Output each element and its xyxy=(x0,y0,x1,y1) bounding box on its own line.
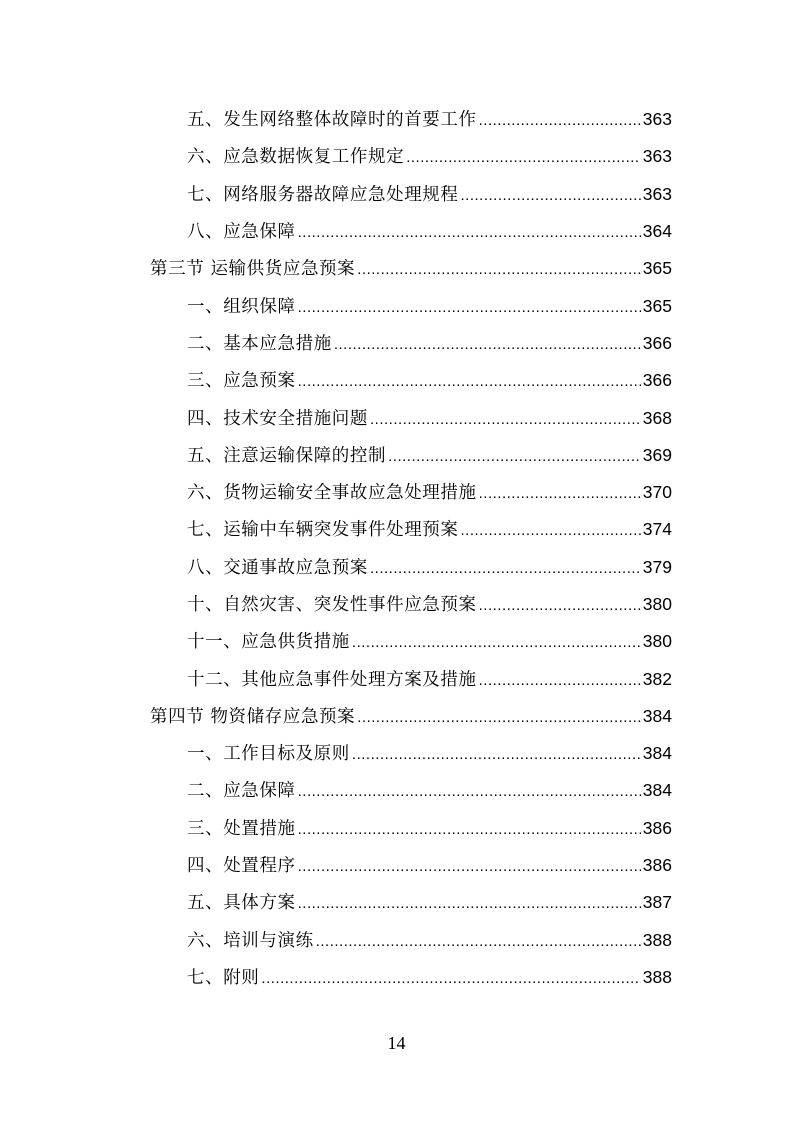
toc-entry[interactable] xyxy=(0,286,793,323)
toc-entry[interactable] xyxy=(0,846,793,883)
toc-entry[interactable] xyxy=(0,622,793,659)
toc-page-number: 369 xyxy=(642,444,672,465)
toc-entry-title: 二、应急保障 xyxy=(187,781,296,802)
toc-entry-title: 一、工作目标及原则 xyxy=(187,744,350,765)
toc-page-number: 363 xyxy=(642,183,672,204)
toc-entry-title: 十、自然灾害、突发性事件应急预案 xyxy=(187,595,477,615)
toc-section-entry[interactable] xyxy=(0,697,793,734)
toc-page-number: 370 xyxy=(642,482,672,503)
toc-entry[interactable] xyxy=(0,436,793,473)
toc-page-number: 384 xyxy=(642,780,672,801)
toc-entry[interactable] xyxy=(0,771,793,808)
toc-entry-title: 六、培训与演练 xyxy=(187,930,314,951)
toc-dot-leader xyxy=(357,709,641,726)
toc-page-number: 384 xyxy=(642,743,672,764)
toc-dot-leader xyxy=(261,970,640,987)
toc-entry-title: 七、附则 xyxy=(187,967,260,988)
toc-page-number: 363 xyxy=(642,109,672,130)
toc-dot-leader xyxy=(298,895,641,912)
toc-entry[interactable] xyxy=(0,324,793,361)
toc-dot-leader xyxy=(479,485,641,502)
toc-dot-leader xyxy=(461,522,641,539)
toc-dot-leader xyxy=(388,448,641,465)
toc-page-number: 365 xyxy=(642,258,672,279)
toc-entry[interactable] xyxy=(0,659,793,696)
toc-page-number: 368 xyxy=(642,407,672,428)
toc-entry-title: 第三节 运输供货应急预案 xyxy=(150,259,356,280)
toc-page-number: 366 xyxy=(642,370,672,391)
toc-page-number: 388 xyxy=(642,929,672,950)
toc-dot-leader xyxy=(298,299,641,316)
toc-dot-leader xyxy=(298,783,641,800)
toc-entry[interactable] xyxy=(0,175,793,212)
footer-page-number: 14 xyxy=(387,1033,406,1053)
toc-dot-leader xyxy=(316,933,641,950)
toc-entry[interactable] xyxy=(0,510,793,547)
toc-page-number: 366 xyxy=(642,332,672,353)
toc-page-number: 382 xyxy=(642,668,672,689)
toc-entry-title: 八、应急保障 xyxy=(187,222,296,243)
toc-page-number: 380 xyxy=(642,594,672,614)
toc-entry-title: 五、注意运输保障的控制 xyxy=(187,445,387,466)
toc-dot-leader xyxy=(352,634,641,651)
toc-entry-title: 五、具体方案 xyxy=(187,893,296,914)
toc-dot-leader xyxy=(298,858,641,875)
toc-page-number: 387 xyxy=(642,892,672,913)
toc-entry[interactable] xyxy=(0,137,793,174)
toc-page-number: 380 xyxy=(642,631,672,652)
toc-page-number: 374 xyxy=(642,519,672,540)
toc-entry-title: 六、货物运输安全事故应急处理措施 xyxy=(187,483,477,504)
toc-entry-title: 十二、其他应急事件处理方案及措施 xyxy=(187,669,477,690)
toc-dot-leader xyxy=(357,261,641,278)
toc-dot-leader xyxy=(479,597,641,614)
toc-dot-leader xyxy=(370,411,641,428)
toc-entry[interactable] xyxy=(0,585,793,622)
toc-entry-title: 七、网络服务器故障应急处理规程 xyxy=(187,184,459,205)
toc-dot-leader xyxy=(334,336,641,353)
toc-entry-title: 六、应急数据恢复工作规定 xyxy=(187,147,405,168)
toc-entry[interactable] xyxy=(0,100,793,137)
toc-page-number: 388 xyxy=(642,966,672,987)
toc-dot-leader xyxy=(298,373,641,390)
toc-entry-title: 三、处置措施 xyxy=(187,818,296,839)
toc-entry[interactable] xyxy=(0,548,793,585)
toc-entry-title: 二、基本应急措施 xyxy=(187,333,332,354)
toc-dot-leader xyxy=(406,149,641,166)
toc-page-number: 386 xyxy=(642,817,672,838)
table-of-contents xyxy=(0,100,793,995)
toc-entry-title: 八、交通事故应急预案 xyxy=(187,557,368,578)
toc-dot-leader xyxy=(352,746,641,763)
toc-page-number: 364 xyxy=(642,221,672,242)
toc-entry[interactable] xyxy=(0,921,793,958)
toc-entry-title: 五、发生网络整体故障时的首要工作 xyxy=(187,110,477,131)
toc-entry[interactable] xyxy=(0,473,793,510)
toc-dot-leader xyxy=(298,224,641,241)
toc-dot-leader xyxy=(370,560,641,577)
toc-page-number: 386 xyxy=(642,855,672,876)
toc-entry[interactable] xyxy=(0,883,793,920)
toc-dot-leader xyxy=(479,112,641,129)
toc-dot-leader xyxy=(298,821,641,838)
toc-entry[interactable] xyxy=(0,809,793,846)
toc-page-number: 379 xyxy=(642,556,672,577)
toc-dot-leader xyxy=(461,187,641,204)
toc-entry[interactable] xyxy=(0,361,793,398)
toc-entry[interactable] xyxy=(0,398,793,435)
toc-section-entry[interactable] xyxy=(0,249,793,286)
toc-entry[interactable] xyxy=(0,958,793,995)
toc-entry-title: 十一、应急供货措施 xyxy=(187,632,350,653)
toc-entry[interactable] xyxy=(0,212,793,249)
toc-entry-title: 四、处置程序 xyxy=(187,856,296,877)
toc-entry-title: 一、组织保障 xyxy=(187,296,296,317)
toc-entry-title: 七、运输中车辆突发事件处理预案 xyxy=(187,520,459,541)
toc-page-number: 363 xyxy=(642,146,672,167)
toc-entry[interactable] xyxy=(0,734,793,771)
toc-page-number: 384 xyxy=(642,705,672,726)
toc-entry-title: 第四节 物资储存应急预案 xyxy=(150,706,356,727)
toc-dot-leader xyxy=(479,672,641,689)
toc-entry-title: 四、技术安全措施问题 xyxy=(187,408,368,429)
toc-entry-title: 三、应急预案 xyxy=(187,371,296,392)
toc-page-number: 365 xyxy=(642,295,672,316)
